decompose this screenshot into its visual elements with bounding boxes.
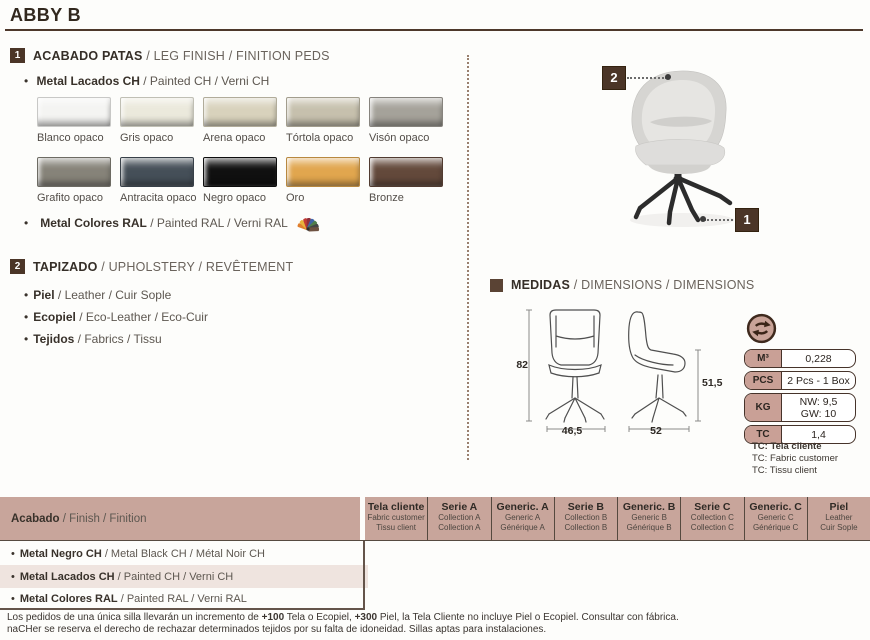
finish-table-bottom-rule [0, 608, 365, 610]
section-heading-text: MEDIDAS / DIMENSIONS / DIMENSIONS [511, 278, 755, 292]
swatch-cell [369, 157, 452, 204]
footer-note-line2: naCHer se reserva el derecho de rechazar determinados tejidos por su falta de idoneidad. Sillas aptas para instalaciones. [7, 623, 547, 635]
callout-box-upholstery: 2 [602, 66, 626, 90]
swatch-label: Negro opaco [203, 192, 266, 204]
section-heading-text: TAPIZADO / UPHOLSTERY / REVÊTEMENT [33, 259, 294, 274]
color-swatch [203, 157, 277, 187]
finish-column-header: Generic. A Generic A Générique A [491, 497, 554, 540]
callout-box-legs: 1 [735, 208, 759, 232]
swatch-label: Gris opaco [120, 132, 174, 144]
callout-dot-upholstery [665, 74, 671, 80]
color-swatch [203, 97, 277, 127]
stat-value-cell: 2 Pcs - 1 Box [787, 374, 850, 387]
swatch-cell [37, 97, 120, 144]
section-number-badge-2: 2 [10, 259, 25, 274]
stat-label-cell: KG [745, 394, 782, 421]
color-swatch [369, 97, 443, 127]
swatch-label: Tórtola opaco [286, 132, 354, 144]
painted-ch-bullet: • Metal Lacados CH / Painted CH / Verni CH [24, 74, 269, 88]
callout-dot-legs [700, 216, 706, 222]
finish-table-row: • Metal Negro CH / Metal Black CH / Métal Noir CH [0, 542, 363, 565]
swatch-label: Grafito opaco [37, 192, 104, 204]
swatch-label: Blanco opaco [37, 132, 104, 144]
color-swatch [369, 157, 443, 187]
dimension-label-width: 46,5 [561, 425, 583, 437]
stat-label-cell: M³ [745, 350, 782, 367]
section-number-badge-1: 1 [10, 48, 25, 63]
stat-value-cell: NW: 9,5 GW: 10 [799, 395, 838, 420]
swatch-label: Arena opaco [203, 132, 266, 144]
color-swatch [120, 157, 194, 187]
color-swatch [37, 97, 111, 127]
dimension-label-height: 82 [516, 359, 528, 371]
title-underline [5, 29, 863, 31]
stat-row-m3 [744, 349, 856, 368]
upholstery-list-item: • Tejidos / Fabrics / Tissu [24, 328, 208, 350]
swatch-cell [286, 157, 369, 204]
stat-label-cell: PCS [745, 372, 782, 389]
tc-legend [752, 441, 838, 477]
upholstery-list [24, 284, 208, 350]
finish-table-columns [365, 497, 870, 540]
footer-notes [7, 612, 679, 635]
page-title: ABBY B [10, 5, 82, 25]
stat-row-kg [744, 393, 856, 422]
color-swatch [120, 97, 194, 127]
swatch-label: Oro [286, 192, 305, 204]
swatch-label: Bronze [369, 192, 404, 204]
upholstery-list-item: • Ecopiel / Eco-Leather / Eco-Cuir [24, 306, 208, 328]
finish-column-header: Serie B Collection B Collection B [554, 497, 617, 540]
finish-table-header-left: Acabado / Finish / Finition [0, 497, 360, 540]
dimension-label-depth: 52 [650, 425, 662, 437]
finish-column-header: Piel Leather Cuir Sople [807, 497, 870, 540]
dimension-drawing [503, 303, 733, 445]
stat-row-pcs [744, 371, 856, 390]
tc-legend-line: TC: Tela cliente [752, 441, 822, 452]
stat-value-cell: 0,228 [805, 352, 832, 365]
finish-table-header [0, 497, 870, 541]
leg-finish-swatch-grid [37, 97, 452, 204]
finish-table-row: • Metal Colores RAL / Painted RAL / Verni RAL [0, 588, 363, 610]
tc-legend-line: TC: Fabric customer [752, 453, 839, 464]
swatch-cell [369, 97, 452, 144]
painted-ral-bullet: • Metal Colores RAL / Painted RAL / Verni RAL [24, 213, 321, 233]
color-swatch [286, 97, 360, 127]
finish-column-header: Serie C Collection C Collection C [680, 497, 743, 540]
section-heading-text: ACABADO PATAS / LEG FINISH / FINITION PEDS [33, 48, 330, 63]
swivel-rotate-icon [745, 312, 778, 345]
finish-column-header: Tela cliente Fabric customer Tissu client [365, 497, 427, 540]
swatch-label: Antracita opaco [120, 192, 197, 204]
swatch-cell [120, 97, 203, 144]
color-swatch [286, 157, 360, 187]
stat-label-cell: TC [745, 426, 782, 443]
stats-table [744, 349, 856, 447]
finish-column-header: Generic. C Generic C Générique C [744, 497, 807, 540]
swatch-cell [203, 157, 286, 204]
color-swatch [37, 157, 111, 187]
finish-column-header: Serie A Collection A Collection A [427, 497, 490, 540]
finish-table-row: • Metal Lacados CH / Painted CH / Verni CH [0, 565, 368, 588]
medidas-heading [490, 278, 754, 292]
swatch-cell [203, 97, 286, 144]
stat-value-cell: 1,4 [811, 428, 826, 441]
callout-line-legs [704, 219, 733, 221]
dotted-divider [467, 55, 469, 460]
dimension-label-side-height: 51,5 [702, 377, 723, 389]
finish-table-vertical-rule [363, 541, 365, 609]
footer-note-line1: Los pedidos de una única silla llevarán un incremento de +100 Tela o Ecopiel, +300 Piel, la Tela Cliente no incluye Piel o Ecopiel. Consultar con fábrica. [7, 612, 679, 623]
chair-photo [612, 60, 752, 232]
swatch-label: Visón opaco [369, 132, 430, 144]
swatch-cell [120, 157, 203, 204]
ral-color-fan-icon [295, 213, 321, 233]
tc-legend-line: TC: Tissu client [752, 465, 817, 476]
finish-column-header: Generic. B Generic B Générique B [617, 497, 680, 540]
upholstery-list-item: • Piel / Leather / Cuir Sople [24, 284, 208, 306]
section-leg-finish-heading [10, 48, 330, 63]
swatch-cell [286, 97, 369, 144]
swatch-cell [37, 157, 120, 204]
medidas-square-icon [490, 279, 503, 292]
callout-line-upholstery [627, 77, 667, 79]
section-upholstery-heading [10, 259, 293, 274]
